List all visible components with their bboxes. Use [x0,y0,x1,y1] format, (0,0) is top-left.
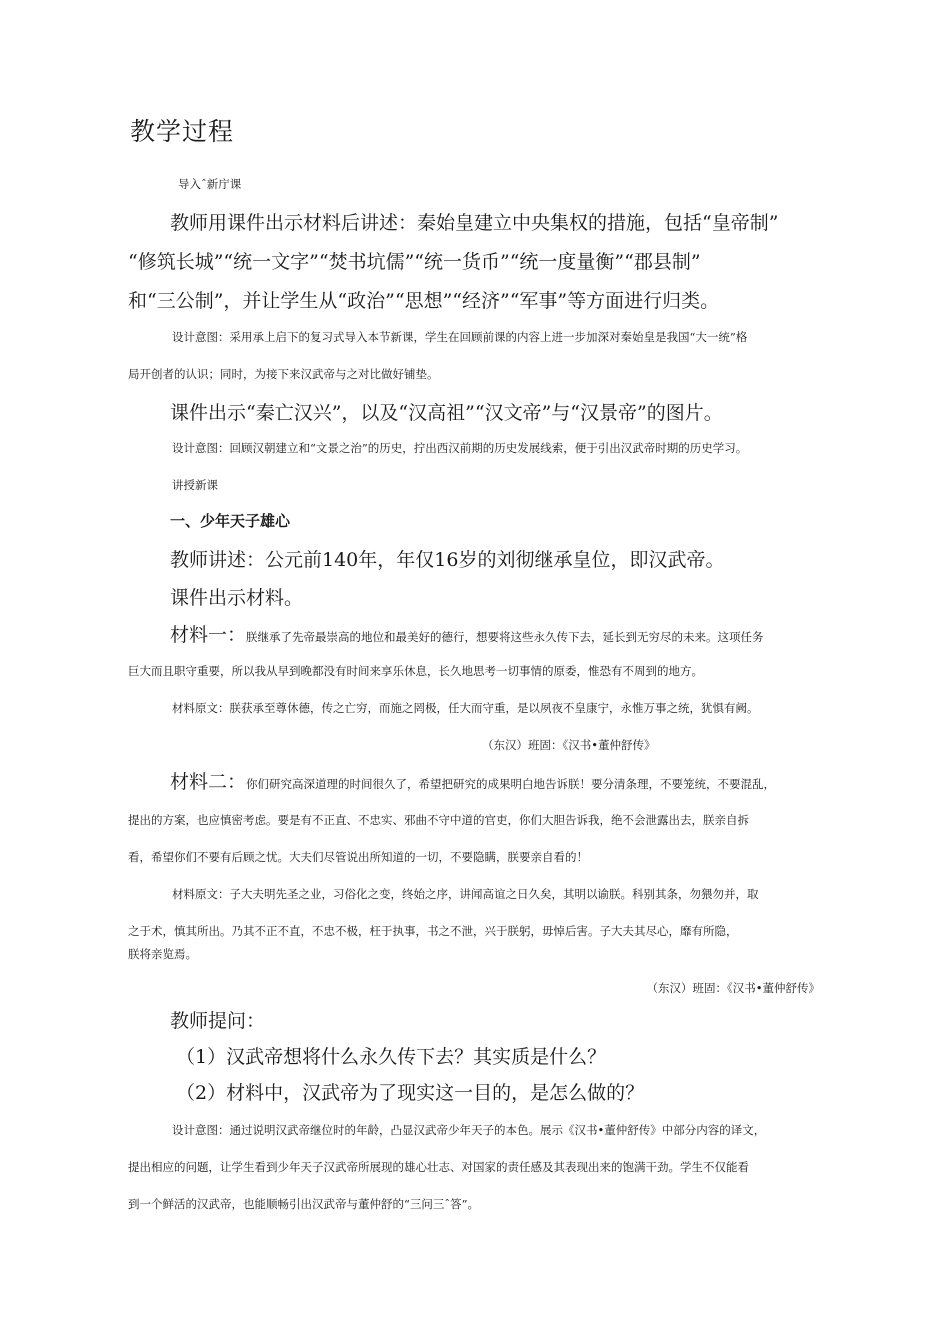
material-two-source: （东汉）班固：《汉书•董仲舒传》 [646,981,820,995]
design-intent-line: 提出相应的问题，让学生看到少年天子汉武帝所展现的雄心壮志、对国家的责任感及其表现出来的饱满干劲。学生不仅能看 [128,1160,749,1174]
material-one-source: （东汉）班固：《汉书•董仲舒传》 [482,738,656,752]
intro-paragraph-line: 教师用课件出示材料后讲述：秦始皇建立中央集权的措施，包括“皇帝制” [170,212,779,234]
intro-paragraph-line: 和“三公制”，并让学生从“政治”“思想”“经济”“军事”等方面进行归类。 [128,290,720,312]
courseware-material: 课件出示材料。 [170,587,304,609]
design-intent-line: 设计意图：采用承上启下的复习式导入本节新课，学生在回顾前课的内容上进一步加深对秦始皇是我国“大一统”格 [172,330,748,344]
material-two-text: 你们研究高深道理的时间很久了，希望把研究的成果明白地告诉朕！要分清条理，不要笼统，不要混乱， [246,777,776,791]
intro-paragraph-line: “修筑长城”“统一文字”“焚书坑儒”“统一货币”“统一度量衡”“郡县制” [128,251,701,273]
material-one-original: 材料原文：朕获承至尊休德，传之亡穷，而施之罔极，任大而守重，是以夙夜不皇康宁，永惟万事之统，犹惧有阙。 [172,701,759,715]
material-one-label: 材料一： [170,624,247,646]
intro-section-label: 导入ˆ新庁课 [178,177,242,191]
section-heading: 一、少年天子雄心 [170,512,291,530]
material-two-original: 材料原文：子大夫明先圣之业，习俗化之变，终始之序，讲闻高谊之日久矣，其明以谕朕。科别其条，勿猥勿并，取 [172,887,759,901]
material-two-line [170,767,775,794]
new-lesson-label: 讲授新课 [172,478,218,492]
question-item: （2）材料中，汉武帝为了现实这一目的，是怎么做的？ [176,1082,645,1104]
material-two-original: 朕将亲览焉。 [128,947,197,961]
page-title: 教学过程 [130,117,235,146]
question-item: （1）汉武帝想将什么永久传下去？其实质是什么？ [176,1046,607,1068]
material-one-line [170,620,764,647]
teacher-narration: 教师讲述：公元前140年，年仅16岁的刘彻继承皇位，即汉武帝。 [170,549,725,571]
material-two-line: 看，希望你们不要有后顾之忧。大夫们尽管说出所知道的一切，不要隐瞒，朕要亲自看的！ [128,850,588,864]
courseware-show-text: 课件出示“秦亡汉兴”，以及“汉高祖”“汉文帝”与“汉景帝”的图片。 [170,402,723,424]
material-two-original: 之于术，慎其所出。乃其不正不直，不忠不极，枉于执事，书之不泄，兴于朕躬，毋悼后害。子大夫其尽心，靡有所隐， [128,924,738,938]
design-intent-line: 设计意图：通过说明汉武帝继位时的年龄，凸显汉武帝少年天子的本色。展示《汉书•董仲舒传》中部分内容的译文， [172,1123,766,1137]
material-two-line: 提出的方案，也应慎密考虑。要是有不正直、不忠实、邪曲不守中道的官吏，你们大胆告诉我，绝不会泄露出去，朕亲自拆 [128,813,749,827]
material-one-text: 朕继承了先帝最崇高的地位和最美好的德行，想要将这些永久传下去，延长到无穷尽的未来。这项任务 [246,630,764,644]
material-one-line: 巨大而且职守重要，所以我从早到晚都没有时间来享乐休息，长久地思考一切事情的原委，惟恐有不周到的地方。 [128,664,703,678]
design-intent-line: 局开创者的认识；同时，为接下来汉武帝与之对比做好铺垫。 [128,367,439,381]
design-intent-line: 设计意图：回顾汉朝建立和“文景之治”的历史，拧出西汉前期的历史发展线索，便于引出汉武帝时期的历史学习。 [172,441,748,455]
material-two-label: 材料二： [170,771,247,793]
teacher-question-label: 教师提问： [170,1010,266,1032]
design-intent-line: 到一个鲜活的汉武帝，也能顺畅引出汉武帝与董仲舒的“三问三ˆ答”。 [128,1197,480,1211]
